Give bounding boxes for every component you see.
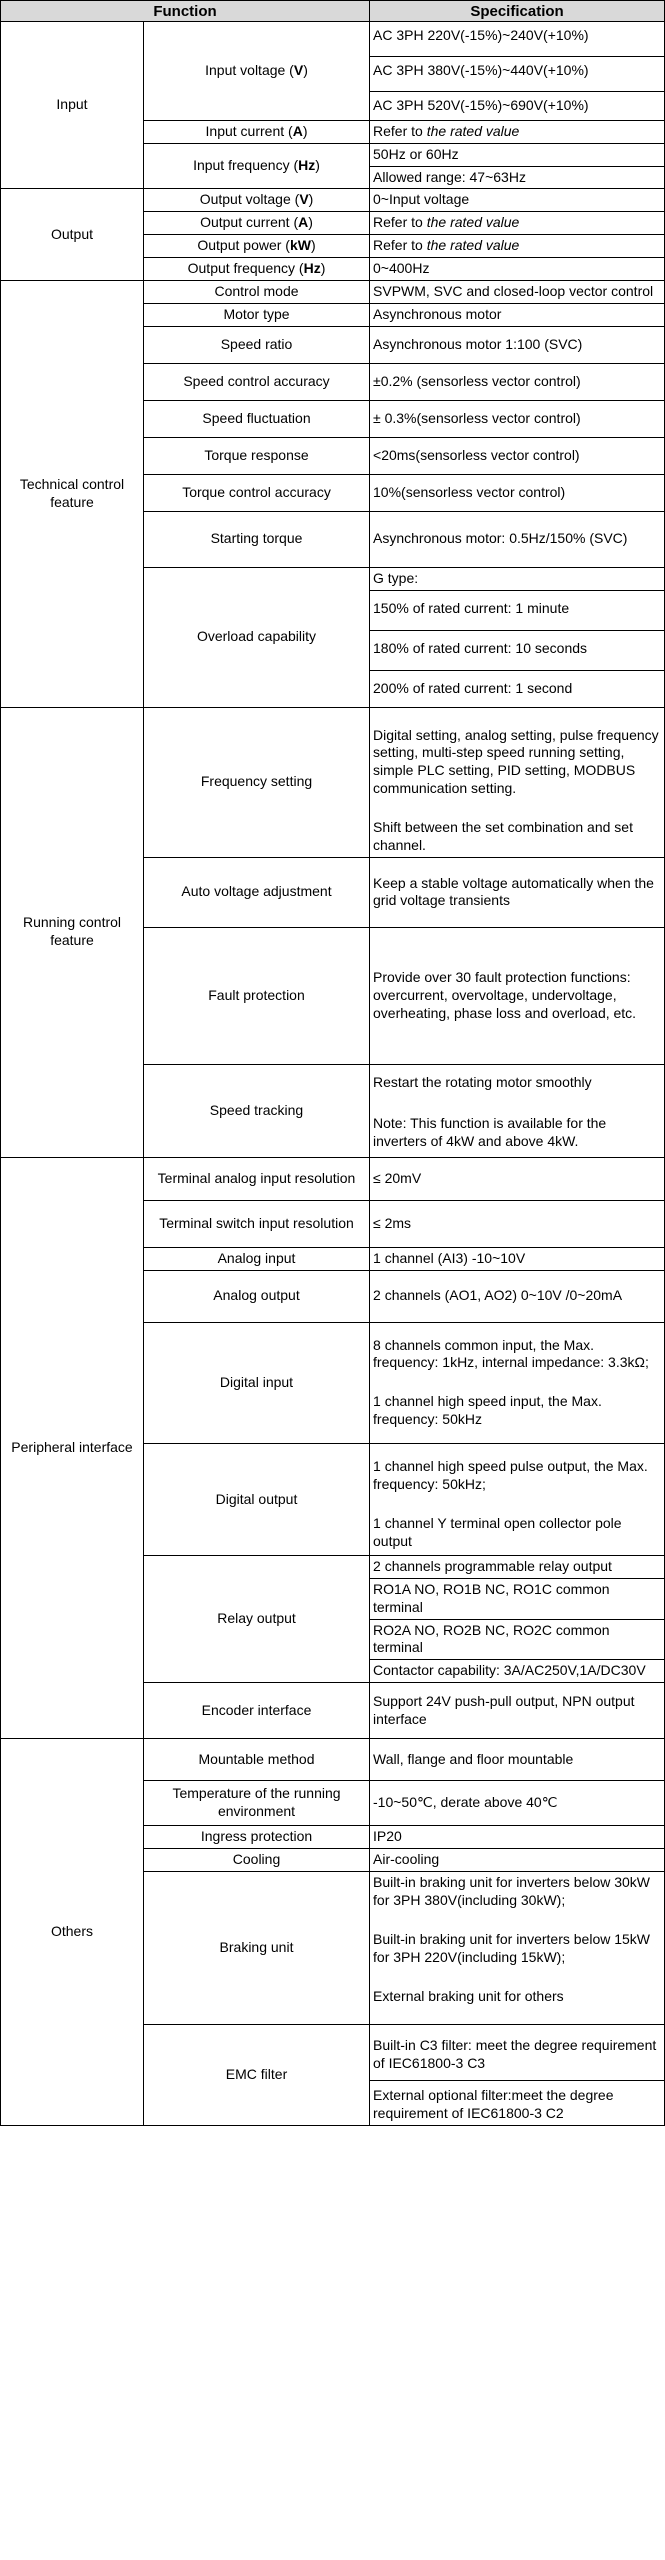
- function-output-power: Output power (kW): [144, 235, 370, 258]
- function-analog-input: Analog input: [144, 1247, 370, 1270]
- spec-torque-response: <20ms(sensorless vector control): [370, 437, 665, 474]
- spec-overload-capability: G type: 150% of rated current: 1 minute 180% of rated current: 10 seconds 200% of rated current: 1 second: [370, 567, 665, 707]
- table-header-row: [1, 1, 665, 22]
- table-row: [1, 22, 665, 121]
- category-peripheral-interface: Peripheral interface: [1, 1157, 144, 1739]
- table-row: [1, 707, 665, 857]
- spec-braking-unit: Built-in braking unit for inverters below 30kW for 3PH 380V(including 30kW); Built-in braking unit for inverters below 15kW for 3PH 220V(including 15kW); External braking unit for others: [370, 1872, 665, 2025]
- function-speed-fluctuation: Speed fluctuation: [144, 400, 370, 437]
- spec-analog-output: 2 channels (AO1, AO2) 0~10V /0~20mA: [370, 1270, 665, 1322]
- spec-motor-type: Asynchronous motor: [370, 303, 665, 326]
- spec-speed-fluctuation: ± 0.3%(sensorless vector control): [370, 400, 665, 437]
- function-control-mode: Control mode: [144, 281, 370, 304]
- spec-output-voltage: 0~Input voltage: [370, 189, 665, 212]
- spec-analog-input-resolution: ≤ 20mV: [370, 1157, 665, 1200]
- function-analog-output: Analog output: [144, 1270, 370, 1322]
- function-output-frequency: Output frequency (Hz): [144, 258, 370, 281]
- function-input-frequency: Input frequency (Hz): [144, 143, 370, 189]
- function-analog-input-resolution: Terminal analog input resolution: [144, 1157, 370, 1200]
- table-row: [1, 281, 665, 304]
- spec-switch-input-resolution: ≤ 2ms: [370, 1200, 665, 1247]
- category-technical-control: Technical control feature: [1, 281, 144, 707]
- spec-speed-ratio: Asynchronous motor 1:100 (SVC): [370, 326, 665, 363]
- spec-starting-torque: Asynchronous motor: 0.5Hz/150% (SVC): [370, 511, 665, 567]
- function-digital-input: Digital input: [144, 1322, 370, 1444]
- table-row: [1, 1739, 665, 1781]
- function-emc-filter: EMC filter: [144, 2024, 370, 2126]
- function-torque-response: Torque response: [144, 437, 370, 474]
- function-temperature-environment: Temperature of the running environment: [144, 1781, 370, 1826]
- function-auto-voltage-adjustment: Auto voltage adjustment: [144, 857, 370, 927]
- function-mountable-method: Mountable method: [144, 1739, 370, 1781]
- function-braking-unit: Braking unit: [144, 1872, 370, 2025]
- spec-encoder-interface: Support 24V push-pull output, NPN output interface: [370, 1683, 665, 1739]
- function-encoder-interface: Encoder interface: [144, 1683, 370, 1739]
- spec-speed-control-accuracy: ±0.2% (sensorless vector control): [370, 363, 665, 400]
- function-input-voltage: Input voltage (V): [144, 22, 370, 121]
- category-running-control: Running control feature: [1, 707, 144, 1157]
- spec-emc-filter: Built-in C3 filter: meet the degree requirement of IEC61800-3 C3 External optional filter:meet the degree requirement of IEC61800-3 C2: [370, 2024, 665, 2126]
- spec-input-current: Refer to the rated value: [370, 120, 665, 143]
- spec-speed-tracking: Restart the rotating motor smoothly Note: This function is available for the inverters of 4kW and above 4kW.: [370, 1064, 665, 1157]
- category-output: Output: [1, 189, 144, 281]
- function-output-voltage: Output voltage (V): [144, 189, 370, 212]
- function-starting-torque: Starting torque: [144, 511, 370, 567]
- spec-cooling: Air-cooling: [370, 1849, 665, 1872]
- table-row: [1, 1157, 665, 1200]
- function-speed-control-accuracy: Speed control accuracy: [144, 363, 370, 400]
- function-speed-ratio: Speed ratio: [144, 326, 370, 363]
- function-cooling: Cooling: [144, 1849, 370, 1872]
- spec-input-frequency: 50Hz or 60Hz Allowed range: 47~63Hz: [370, 143, 665, 189]
- spec-digital-output: 1 channel high speed pulse output, the Max. frequency: 50kHz; 1 channel Y terminal open collector pole output: [370, 1444, 665, 1556]
- spec-temperature-environment: -10~50℃, derate above 40℃: [370, 1781, 665, 1826]
- spec-analog-input: 1 channel (AI3) -10~10V: [370, 1247, 665, 1270]
- spec-torque-control-accuracy: 10%(sensorless vector control): [370, 474, 665, 511]
- category-input: Input: [1, 22, 144, 189]
- spec-frequency-setting: Digital setting, analog setting, pulse frequency setting, multi-step speed running setting, simple PLC setting, PID setting, MODBUS communication setting. Shift between the set combination and set channel.: [370, 707, 665, 857]
- function-input-current: Input current (A): [144, 120, 370, 143]
- function-overload-capability: Overload capability: [144, 567, 370, 707]
- function-torque-control-accuracy: Torque control accuracy: [144, 474, 370, 511]
- spec-relay-output: 2 channels programmable relay output RO1A NO, RO1B NC, RO1C common terminal RO2A NO, RO2B NC, RO2C common terminal Contactor capability: 3A/AC250V,1A/DC30V: [370, 1555, 665, 1682]
- spec-mountable-method: Wall, flange and floor mountable: [370, 1739, 665, 1781]
- spec-auto-voltage-adjustment: Keep a stable voltage automatically when the grid voltage transients: [370, 857, 665, 927]
- function-output-current: Output current (A): [144, 212, 370, 235]
- spec-output-frequency: 0~400Hz: [370, 258, 665, 281]
- header-specification: Specification: [370, 1, 665, 22]
- spec-output-power: Refer to the rated value: [370, 235, 665, 258]
- spec-fault-protection: Provide over 30 fault protection functions: overcurrent, overvoltage, undervoltage, overheating, phase loss and overload, etc.: [370, 927, 665, 1064]
- table-row: [1, 189, 665, 212]
- category-others: Others: [1, 1739, 144, 2126]
- header-function: Function: [1, 1, 370, 22]
- spec-input-voltage: AC 3PH 220V(-15%)~240V(+10%) AC 3PH 380V(-15%)~440V(+10%) AC 3PH 520V(-15%)~690V(+10%): [370, 22, 665, 121]
- function-ingress-protection: Ingress protection: [144, 1826, 370, 1849]
- spec-control-mode: SVPWM, SVC and closed-loop vector control: [370, 281, 665, 304]
- spec-digital-input: 8 channels common input, the Max. frequency: 1kHz, internal impedance: 3.3kΩ; 1 channel high speed input, the Max. frequency: 50kHz: [370, 1322, 665, 1444]
- function-frequency-setting: Frequency setting: [144, 707, 370, 857]
- function-digital-output: Digital output: [144, 1444, 370, 1556]
- function-motor-type: Motor type: [144, 303, 370, 326]
- function-speed-tracking: Speed tracking: [144, 1064, 370, 1157]
- function-relay-output: Relay output: [144, 1555, 370, 1682]
- spec-output-current: Refer to the rated value: [370, 212, 665, 235]
- spec-ingress-protection: IP20: [370, 1826, 665, 1849]
- function-switch-input-resolution: Terminal switch input resolution: [144, 1200, 370, 1247]
- function-fault-protection: Fault protection: [144, 927, 370, 1064]
